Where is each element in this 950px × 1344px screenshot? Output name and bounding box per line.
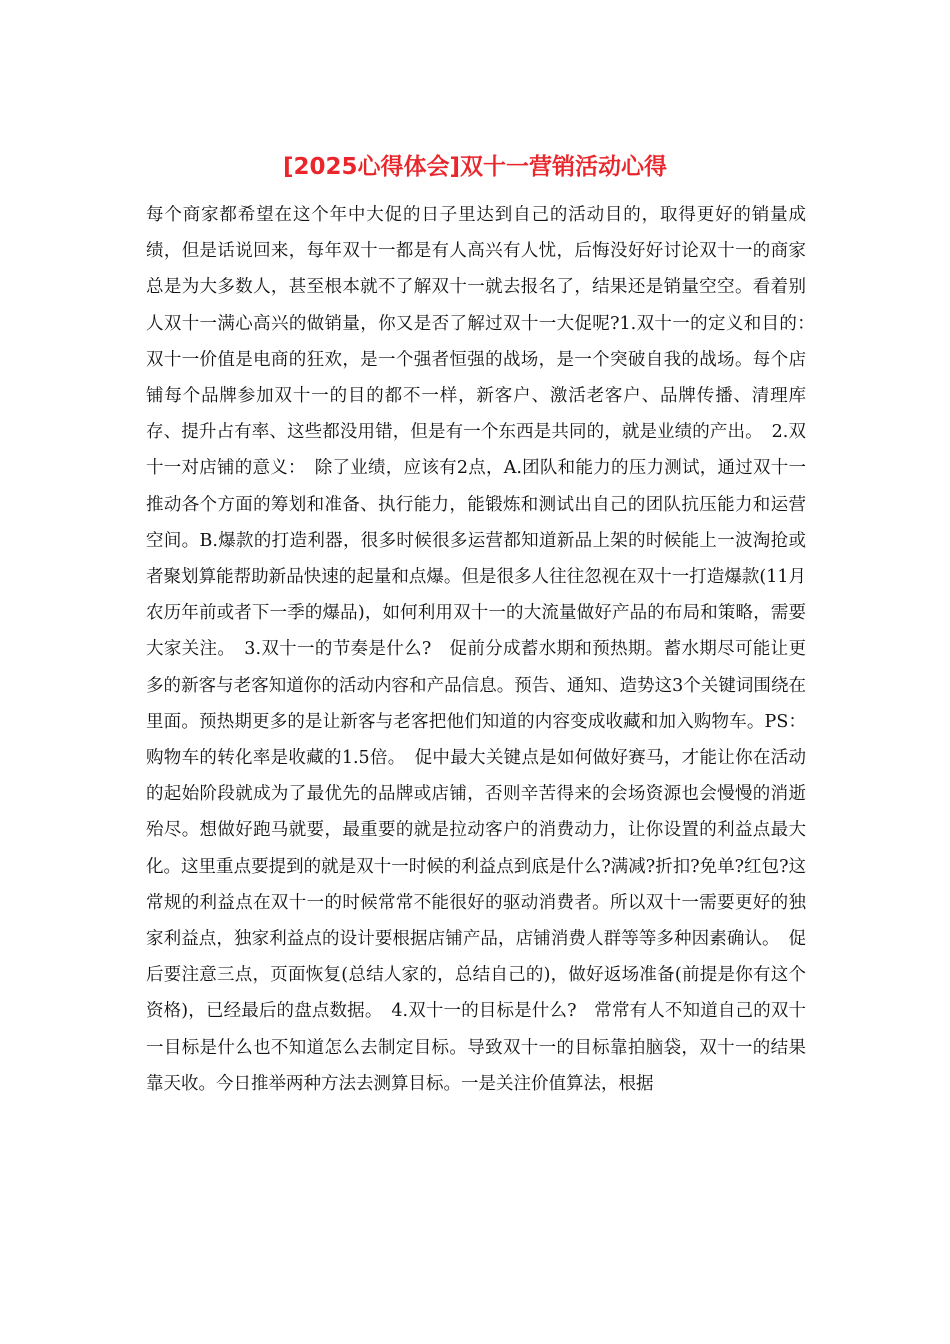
document-title: [2025心得体会]双十一营销活动心得 bbox=[282, 154, 668, 180]
document-body: 每个商家都希望在这个年中大促的日子里达到自己的活动目的，取得更好的销量成绩，但是话说回来，每年双十一都是有人高兴有人忧，后悔没好好讨论双十一的商家总是为大多数人，甚至根本就不了解双十一就去报名了，结果还是销量空空。看着别人双十一满心高兴的做销量，你又是否了解过双十一大促呢?1.双十一的定义和目的： 双十一价值是电商的狂欢，是一个强者恒强的战场，是一个突破自我的战场。每个店铺每个品牌参加双十一的目的都不一样，新客户、激活老客户、品牌传播、清理库存、提升占有率、这些都没用错，但是有一个东西是共同的，就是业绩的产出。 2.双十一对店铺的意义： 除了业绩，应该有2点，A.团队和能力的压力测试，通过双十一推动各个方面的筹划和准备、执行能力，能锻炼和测试出自己的团队抗压能力和运营空间。B.爆款的打造利器，很多时候很多运营都知道新品上架的时候能上一波淘抢或者聚划算能帮助新品快速的起量和点爆。但是很多人往往忽视在双十一打造爆款(11月农历年前或者下一季的爆品)，如何利用双十一的大流量做好产品的布局和策略，需要大家关注。 3.双十一的节奏是什么? 促前分成蓄水期和预热期。蓄水期尽可能让更多的新客与老客知道你的活动内容和产品信息。预告、通知、造势这3个关键词围绕在里面。预热期更多的是让新客与老客把他们知道的内容变成收藏和加入购物车。PS：购物车的转化率是收藏的1.5倍。 促中最大关键点是如何做好赛马，才能让你在活动的起始阶段就成为了最优先的品牌或店铺，否则辛苦得来的会场资源也会慢慢的消逝殆尽。想做好跑马就要，最重要的就是拉动客户的消费动力，让你设置的利益点最大化。这里重点要提到的就是双十一时候的利益点到底是什么?满减?折扣?免单?红包?这常规的利益点在双十一的时候常常不能很好的驱动消费者。所以双十一需要更好的独家利益点，独家利益点的设计要根据店铺产品，店铺消费人群等等多种因素确认。 促后要注意三点，页面恢复(总结人家的，总结自己的)，做好返场准备(前提是你有这个资格)，已经最后的盘点数据。 4.双十一的目标是什么? 常常有人不知道自己的双十一目标是什么也不知道怎么去制定目标。导致双十一的目标靠拍脑袋，双十一的结果靠天收。今日推举两种方法去测算目标。一是关注价值算法，根据 bbox=[146, 205, 824, 1094]
